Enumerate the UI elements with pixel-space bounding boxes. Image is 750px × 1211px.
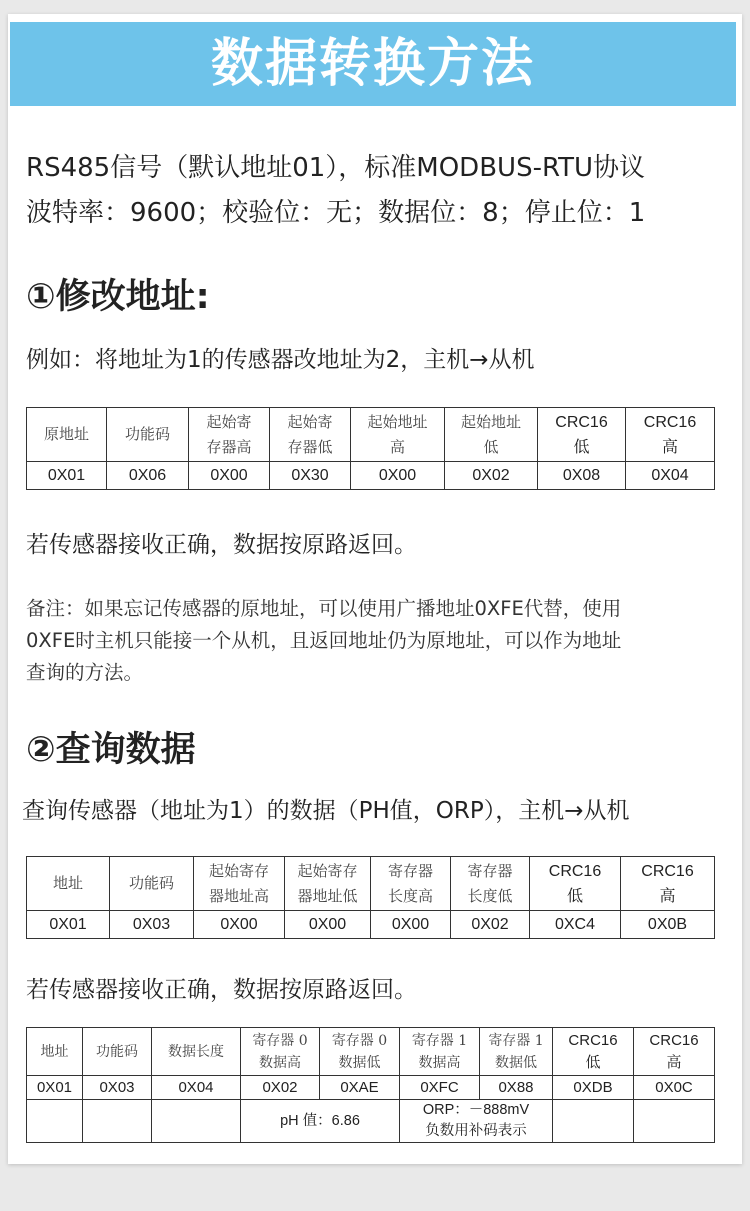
value-cell: 0X02	[241, 1076, 320, 1100]
value-cell: 0X00	[189, 462, 270, 490]
header-cell: 起始寄存 器地址低	[285, 857, 371, 911]
header-cell: 起始寄存 器地址高	[194, 857, 285, 911]
value-cell: 0X02	[445, 462, 538, 490]
title-banner	[10, 22, 736, 106]
value-cell: 0X0B	[621, 911, 715, 939]
value-cell: 0X00	[351, 462, 445, 490]
header-cell: 起始地址 高	[351, 408, 445, 462]
query-data-reply: 若传感器接收正确，数据按原路返回。	[26, 977, 417, 1003]
value-cell: 0XC4	[530, 911, 621, 939]
header-cell: 功能码	[107, 408, 189, 462]
header-cell: CRC16 低	[530, 857, 621, 911]
value-cell: 0X00	[371, 911, 451, 939]
table-row	[27, 1100, 715, 1143]
empty-cell	[83, 1100, 152, 1143]
empty-cell	[27, 1100, 83, 1143]
header-cell: 地址	[27, 857, 110, 911]
header-cell: 寄存器 1 数据低	[480, 1028, 553, 1076]
header-cell: CRC16 低	[538, 408, 626, 462]
header-cell: 原地址	[27, 408, 107, 462]
note-line: 查询的方法。	[26, 661, 144, 684]
intro-protocol: RS485信号（默认地址01），标准MODBUS-RTU协议	[26, 153, 646, 183]
value-cell: 0X01	[27, 911, 110, 939]
value-cell: 0X88	[480, 1076, 553, 1100]
intro-serial-params: 波特率：9600；校验位：无；数据位：8；停止位：1	[26, 198, 646, 228]
query-data-table	[26, 856, 715, 939]
table-header-row	[27, 1028, 715, 1076]
table-header-row	[27, 408, 715, 462]
value-cell: 0X01	[27, 462, 107, 490]
empty-cell	[553, 1100, 634, 1143]
header-cell: 功能码	[83, 1028, 152, 1076]
value-cell: 0XDB	[553, 1076, 634, 1100]
header-cell: 寄存器 1 数据高	[400, 1028, 480, 1076]
value-cell: 0X04	[626, 462, 715, 490]
header-cell: CRC16 高	[621, 857, 715, 911]
header-cell: 寄存器 0 数据低	[320, 1028, 400, 1076]
header-cell: CRC16 高	[634, 1028, 715, 1076]
value-cell: 0X04	[152, 1076, 241, 1100]
header-cell: 功能码	[110, 857, 194, 911]
header-cell: CRC16 高	[626, 408, 715, 462]
header-cell: 地址	[27, 1028, 83, 1076]
value-cell: 0X02	[451, 911, 530, 939]
empty-cell	[634, 1100, 715, 1143]
note-line: 0XFE时主机只能接一个从机，且返回地址仍为原地址，可以作为地址	[26, 629, 622, 652]
value-cell: 0X30	[270, 462, 351, 490]
value-cell: 0X00	[194, 911, 285, 939]
response-data-table	[26, 1027, 715, 1143]
value-cell: 0X00	[285, 911, 371, 939]
modify-address-table	[26, 407, 715, 490]
header-cell: 寄存器 0 数据高	[241, 1028, 320, 1076]
orp-value-note: ORP：－888mV 负数用补码表示	[400, 1100, 553, 1143]
value-cell: 0X01	[27, 1076, 83, 1100]
query-data-description: 查询传感器（地址为1）的数据（PH值，ORP），主机→从机	[22, 798, 630, 824]
header-cell: 寄存器 长度高	[371, 857, 451, 911]
modify-address-reply: 若传感器接收正确，数据按原路返回。	[26, 532, 417, 558]
value-cell: 0X06	[107, 462, 189, 490]
value-cell: 0XFC	[400, 1076, 480, 1100]
header-cell: CRC16 低	[553, 1028, 634, 1076]
header-cell: 起始寄 存器低	[270, 408, 351, 462]
modify-address-example: 例如：将地址为1的传感器改地址为2，主机→从机	[26, 347, 535, 373]
empty-cell	[152, 1100, 241, 1143]
header-cell: 起始寄 存器高	[189, 408, 270, 462]
value-cell: 0X0C	[634, 1076, 715, 1100]
table-header-row	[27, 857, 715, 911]
section-heading-modify-address: ①修改地址:	[26, 277, 210, 317]
value-cell: 0X03	[110, 911, 194, 939]
value-cell: 0XAE	[320, 1076, 400, 1100]
ph-value-note: pH 值：6.86	[241, 1100, 400, 1143]
table-row	[27, 911, 715, 939]
header-cell: 起始地址 低	[445, 408, 538, 462]
value-cell: 0X08	[538, 462, 626, 490]
table-row	[27, 1076, 715, 1100]
value-cell: 0X03	[83, 1076, 152, 1100]
section-heading-query-data: ②查询数据	[26, 730, 196, 770]
header-cell: 寄存器 长度低	[451, 857, 530, 911]
page-title: 数据转换方法	[210, 34, 535, 94]
header-cell: 数据长度	[152, 1028, 241, 1076]
table-row	[27, 462, 715, 490]
note-line: 备注：如果忘记传感器的原地址，可以使用广播地址0XFE代替，使用	[26, 597, 622, 620]
